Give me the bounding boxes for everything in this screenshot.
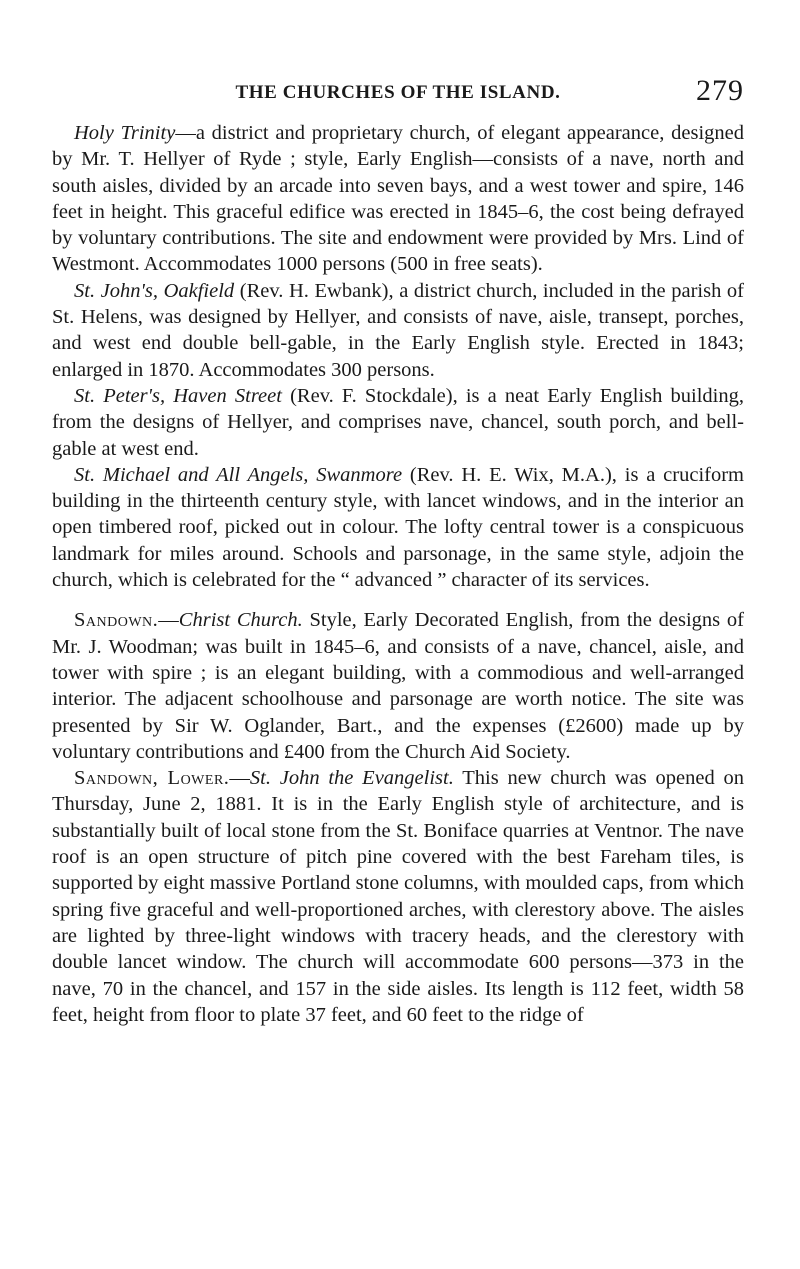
page-number: 279: [696, 74, 744, 107]
paragraph-st-michael: [52, 462, 744, 593]
paragraph-text: Style, Early Decorated English, from the designs of Mr. J. Woodman; was built in 1845–6, and consists of a nave, chancel, aisle, and tower with spire ; is an elegant building, with a commodious and well-arranged interior. The adjacent schoolhouse and parsonage are worth notice. The site was presented by Sir W. Oglander, Bart., and the expenses (£2600) made up by voluntary contributions and £400 from the Church Aid Society.: [52, 609, 744, 763]
paragraph-st-johns: [52, 278, 744, 383]
running-title: THE CHURCHES OF THE ISLAND.: [235, 82, 561, 103]
place-name: Sandown.: [74, 609, 159, 632]
paragraph-text: This new church was opened on Thursday, June 2, 1881. It is in the Early English style of architecture, and is substantially built of local stone from the St. Boniface quarries at Ventnor. The nave roof is an open structure of pitch pine covered with the best Fareham tiles, is supported by eight massive Portland stone columns, with moulded caps, from which spring five graceful and well-proportioned arches, with clerestory above. The aisles are lighted by three-light windows with tracery heads, and the clerestory with double lancet window. The church will accommodate 600 persons—373 in the nave, 70 in the chancel, and 157 in the side aisles. Its length is 112 feet, width 58 feet, height from floor to plate 37 feet, and 60 feet to the ridge of: [52, 767, 745, 1026]
separator: —: [175, 122, 196, 144]
paragraph-text: (Rev. F. Stockdale), is a neat Early English building, from the designs of Hellyer, and comprises nave, chancel, south porch, and bell-gable at west end.: [52, 384, 745, 460]
paragraph-holy-trinity: [52, 120, 744, 278]
paragraph-st-peters: [52, 383, 744, 462]
body-text: [52, 120, 744, 1028]
paragraph-text: (Rev. H. E. Wix, M.A.), is a cruciform building in the thirteenth century style, with lancet windows, and in the interior an open timbered roof, picked out in colour. The lofty central tower is a conspicuous landmark for miles around. Schools and parsonage, in the same style, adjoin the church, which is celebrated for the “ advanced ” character of its services.: [52, 463, 745, 592]
separator: [402, 464, 410, 486]
church-name: St. Michael and All Angels, Swanmore: [74, 463, 403, 486]
paragraph-text: a district and proprietary church, of elegant appearance, designed by Mr. T. Hellyer of Ryde ; style, Early English—consists of a nave, north and south aisles, divided by an arcade into seven bays, and a west tower and spire, 146 feet in height. This graceful edifice was erected in 1845–6, the cost being defrayed by voluntary contributions. The site and endowment were provided by Mrs. Lind of Westmont. Accommodates 1000 persons (500 in free seats).: [52, 122, 744, 276]
running-head: [52, 76, 744, 110]
church-name: Holy Trinity: [74, 122, 176, 144]
church-name: St. Peter's, Haven Street: [74, 384, 282, 407]
paragraph-sandown: [52, 607, 744, 765]
church-name: Christ Church.: [178, 609, 303, 632]
place-name: Sandown, Lower.: [74, 767, 230, 790]
separator: —: [158, 609, 179, 632]
separator: —: [229, 767, 250, 790]
church-name: St. John the Evangelist.: [249, 767, 454, 790]
paragraph-sandown-lower: [52, 765, 744, 1028]
church-name: St. John's, Oakfield: [74, 279, 235, 302]
separator: [282, 385, 290, 407]
paragraph-text: (Rev. H. Ewbank), a district church, included in the parish of St. Helens, was designed by Hellyer, and consists of nave, aisle, transept, porches, and west end double bell-gable, in the Early English style. Erected in 1843; enlarged in 1870. Accommodates 300 persons.: [52, 279, 745, 381]
